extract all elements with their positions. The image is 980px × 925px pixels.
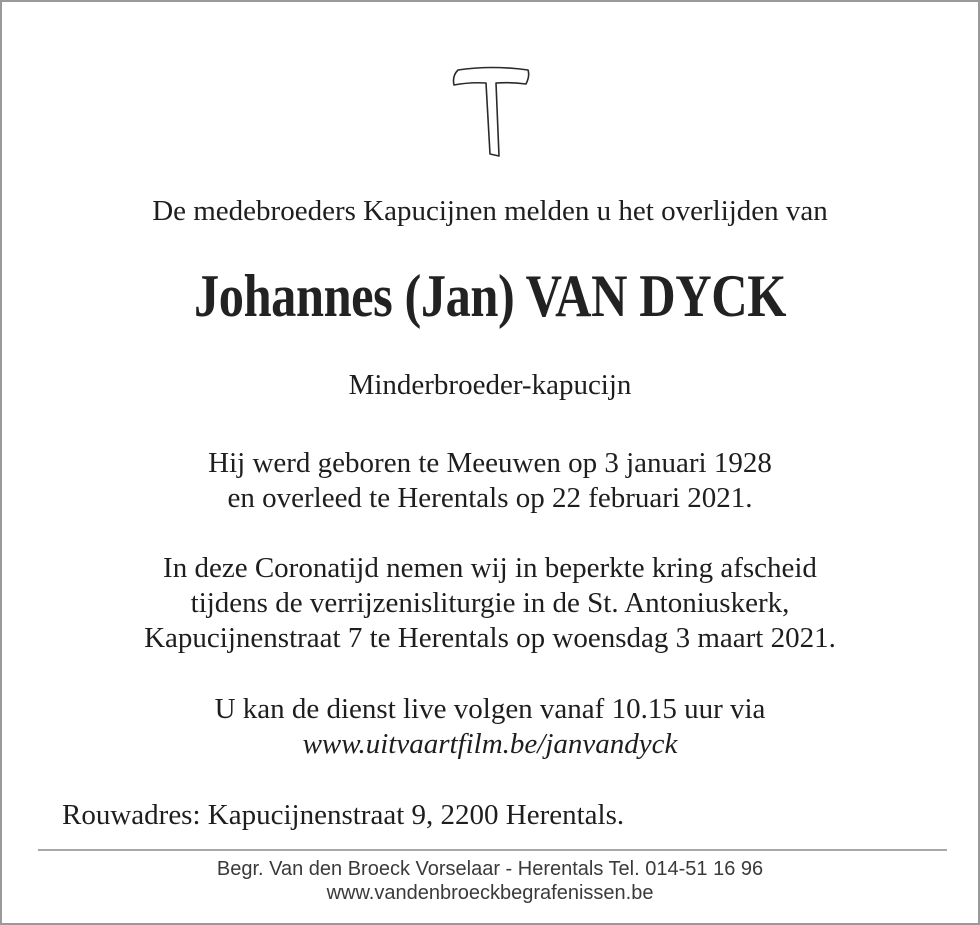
death-line: en overleed te Herentals op 22 februari 2021.	[227, 482, 753, 514]
livestream-line: U kan de dienst live volgen vanaf 10.15 uur via	[214, 693, 766, 725]
deceased-title: Minderbroeder-kapucijn	[348, 369, 632, 401]
livestream-url: www.uitvaartfilm.be/janvandyck	[302, 728, 678, 760]
tau-cross-icon	[450, 62, 534, 160]
funeral-line: Kapucijnenstraat 7 te Herentals op woensdag 3 maart 2021.	[144, 622, 836, 654]
funeral-line: tijdens de verrijzenisliturgie in de St. Antoniuskerk,	[190, 587, 790, 619]
mourning-address: Rouwadres: Kapucijnenstraat 9, 2200 Herentals.	[62, 799, 625, 831]
deceased-name: Johannes (Jan) VAN DYCK	[194, 263, 786, 329]
undertaker-website: www.vandenbroeckbegrafenissen.be	[326, 882, 654, 904]
birth-line: Hij werd geboren te Meeuwen op 3 januari 1928	[208, 447, 772, 479]
footer-divider	[38, 849, 947, 851]
intro-text: De medebroeders Kapucijnen melden u het overlijden van	[152, 195, 828, 227]
undertaker-line: Begr. Van den Broeck Vorselaar - Herentals Tel. 014-51 16 96	[216, 858, 764, 880]
funeral-line: In deze Coronatijd nemen wij in beperkte kring afscheid	[163, 552, 817, 584]
